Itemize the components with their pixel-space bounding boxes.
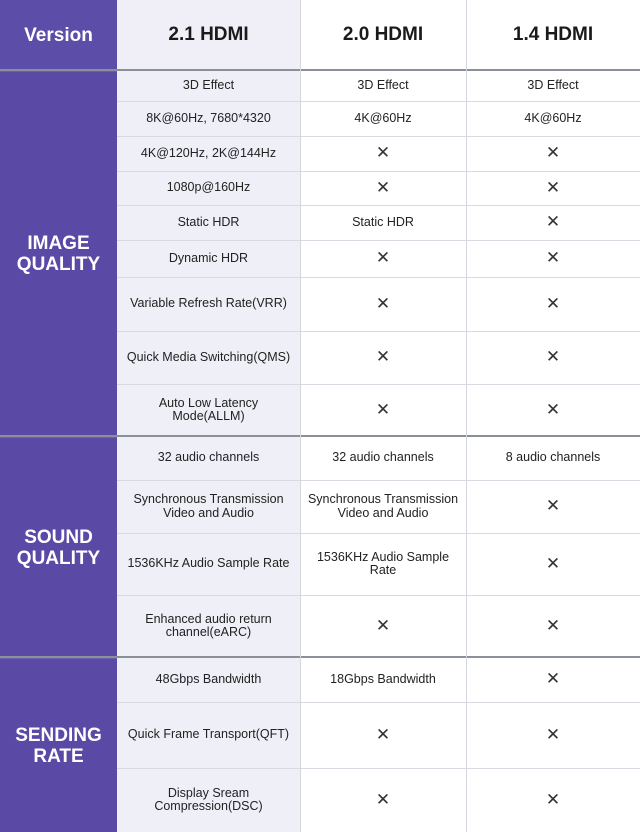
cross-icon: ✕ bbox=[375, 248, 391, 268]
section-divider bbox=[0, 69, 640, 71]
table-cell bbox=[466, 657, 640, 702]
table-cell bbox=[466, 171, 640, 205]
table-cell bbox=[300, 384, 466, 436]
table-cell: Auto Low Latency Mode(ALLM) bbox=[117, 384, 300, 436]
cross-icon: ✕ bbox=[545, 789, 561, 810]
column-header-hdmi-2-1: 2.1 HDMI bbox=[117, 0, 300, 70]
table-cell: 18Gbps Bandwidth bbox=[300, 657, 466, 702]
row-divider bbox=[117, 384, 640, 385]
cross-icon: ✕ bbox=[545, 615, 561, 636]
table-cell: 8K@60Hz, 7680*4320 bbox=[117, 101, 300, 136]
table-cell: 3D Effect bbox=[466, 70, 640, 101]
table-cell: 4K@60Hz bbox=[300, 101, 466, 136]
table-cell: Quick Media Switching(QMS) bbox=[117, 331, 300, 384]
table-cell: Dynamic HDR bbox=[117, 240, 300, 277]
cross-icon: ✕ bbox=[375, 143, 391, 163]
cross-icon: ✕ bbox=[375, 724, 391, 745]
column-divider bbox=[300, 0, 301, 832]
table-cell: Quick Frame Transport(QFT) bbox=[117, 702, 300, 768]
table-cell: 32 audio channels bbox=[300, 436, 466, 480]
table-cell bbox=[466, 331, 640, 384]
row-divider bbox=[117, 171, 640, 172]
table-cell bbox=[466, 480, 640, 533]
table-cell bbox=[300, 768, 466, 832]
table-cell: Static HDR bbox=[117, 205, 300, 240]
cross-icon: ✕ bbox=[545, 212, 561, 232]
cross-icon: ✕ bbox=[375, 399, 391, 420]
row-divider bbox=[117, 768, 640, 769]
table-cell: 3D Effect bbox=[117, 70, 300, 101]
table-cell: Static HDR bbox=[300, 205, 466, 240]
table-cell bbox=[466, 240, 640, 277]
row-divider bbox=[117, 702, 640, 703]
table-cell: 3D Effect bbox=[300, 70, 466, 101]
cross-icon: ✕ bbox=[545, 347, 561, 367]
column-header-hdmi-1-4: 1.4 HDMI bbox=[466, 0, 640, 70]
section-label-image-quality: IMAGE QUALITY bbox=[0, 70, 117, 436]
table-cell: 1536KHz Audio Sample Rate bbox=[300, 533, 466, 595]
table-cell: 4K@120Hz, 2K@144Hz bbox=[117, 136, 300, 171]
table-cell bbox=[300, 331, 466, 384]
cross-icon: ✕ bbox=[375, 615, 391, 636]
table-cell bbox=[466, 533, 640, 595]
table-cell bbox=[466, 277, 640, 331]
table-cell bbox=[466, 205, 640, 240]
cross-icon: ✕ bbox=[545, 553, 561, 574]
row-divider bbox=[117, 136, 640, 137]
row-divider bbox=[117, 205, 640, 206]
section-label-sending-rate: SENDING RATE bbox=[0, 657, 117, 832]
cross-icon: ✕ bbox=[545, 143, 561, 163]
row-divider bbox=[117, 480, 640, 481]
table-cell: Display Sream Compression(DSC) bbox=[117, 768, 300, 832]
cross-icon: ✕ bbox=[375, 293, 391, 314]
table-cell bbox=[300, 702, 466, 768]
table-cell: Synchronous Transmission Video and Audio bbox=[117, 480, 300, 533]
row-divider bbox=[117, 101, 640, 102]
table-cell: 8 audio channels bbox=[466, 436, 640, 480]
cross-icon: ✕ bbox=[375, 347, 391, 367]
table-cell bbox=[300, 595, 466, 657]
table-cell bbox=[466, 384, 640, 436]
table-cell: Variable Refresh Rate(VRR) bbox=[117, 277, 300, 331]
table-cell: 4K@60Hz bbox=[466, 101, 640, 136]
table-cell bbox=[466, 768, 640, 832]
cross-icon: ✕ bbox=[375, 177, 391, 198]
section-divider bbox=[0, 435, 640, 437]
table-cell bbox=[300, 240, 466, 277]
column-divider bbox=[466, 0, 467, 832]
cross-icon: ✕ bbox=[545, 399, 561, 420]
table-cell: 32 audio channels bbox=[117, 436, 300, 480]
cross-icon: ✕ bbox=[545, 669, 561, 689]
row-divider bbox=[117, 277, 640, 278]
section-divider bbox=[0, 656, 640, 658]
table-cell: Synchronous Transmission Video and Audio bbox=[300, 480, 466, 533]
table-cell: Enhanced audio return channel(eARC) bbox=[117, 595, 300, 657]
table-cell bbox=[300, 277, 466, 331]
row-divider bbox=[117, 331, 640, 332]
version-header: Version bbox=[0, 0, 117, 70]
cross-icon: ✕ bbox=[545, 496, 561, 516]
cross-icon: ✕ bbox=[545, 293, 561, 314]
table-cell: 48Gbps Bandwidth bbox=[117, 657, 300, 702]
table-cell bbox=[466, 595, 640, 657]
cross-icon: ✕ bbox=[545, 248, 561, 268]
table-cell bbox=[466, 702, 640, 768]
row-divider bbox=[117, 533, 640, 534]
table-cell bbox=[466, 136, 640, 171]
table-cell bbox=[300, 136, 466, 171]
table-cell: 1080p@160Hz bbox=[117, 171, 300, 205]
section-label-sound-quality: SOUND QUALITY bbox=[0, 436, 117, 657]
cross-icon: ✕ bbox=[375, 789, 391, 810]
column-header-hdmi-2-0: 2.0 HDMI bbox=[300, 0, 466, 70]
table-cell bbox=[300, 171, 466, 205]
row-divider bbox=[117, 240, 640, 241]
table-cell: 1536KHz Audio Sample Rate bbox=[117, 533, 300, 595]
cross-icon: ✕ bbox=[545, 177, 561, 198]
cross-icon: ✕ bbox=[545, 724, 561, 745]
row-divider bbox=[117, 595, 640, 596]
